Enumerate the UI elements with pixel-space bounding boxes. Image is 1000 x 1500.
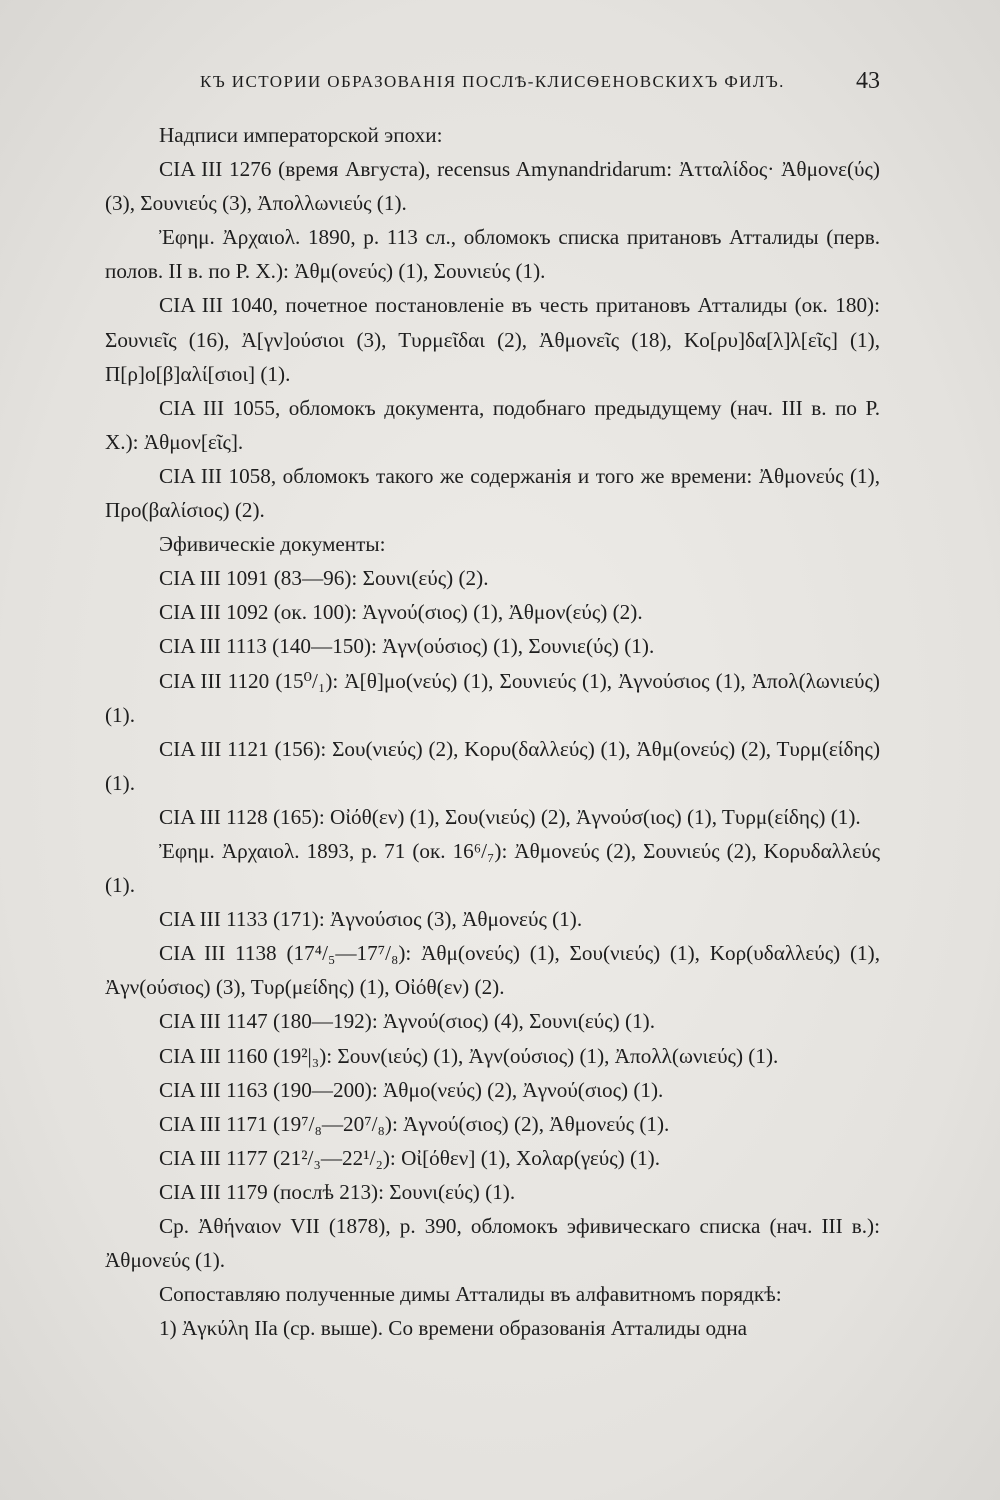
paragraph-cia-1138: CIA III 1138 (17⁴/₅—17⁷/₈): Ἀθμ(ονεύς) (1), Σου(νιεύς) (1), Κορ(υδαλλεύς) (1), Ἀγν(ούσιος) (3), Τυρ(μείδης) (1), Οἰόθ(εν) (2). bbox=[105, 941, 880, 1000]
page-header bbox=[105, 68, 880, 104]
paragraph-cia-1091: CIA III 1091 (83—96): Σουνι(εύς) (2). bbox=[159, 566, 489, 591]
paragraph-athenaion: Ср. Ἀθήναιον VII (1878), p. 390, обломокъ эфивическаго списка (нач. III в.): Ἀθμονεύς (1). bbox=[105, 1214, 880, 1273]
paragraph-cia-1171: CIA III 1171 (19⁷/₈—20⁷/₈): Ἀγνού(σιος) (2), Ἀθμονεύς (1). bbox=[159, 1111, 670, 1136]
paragraph-cia-1147: CIA III 1147 (180—192): Ἀγνού(σιος) (4), Σουνι(εύς) (1). bbox=[159, 1009, 656, 1034]
paragraph-cia-1276: CIA III 1276 (время Августа), recensus Amynandridarum: Ἀτταλίδος· Ἀθμονε(ύς) (3), Σουνιεύς (3), Ἀπολλωνιεύς (1). bbox=[105, 157, 880, 216]
paragraph-alphabetical-intro: Сопоставляю полученные димы Атталиды въ алфавитномъ порядкѣ: bbox=[159, 1282, 782, 1307]
paragraph-cia-1160: CIA III 1160 (19²|₃): Σουν(ιεύς) (1), Ἀγν(ούσιος) (1), Ἀπολλ(ωνιεύς) (1). bbox=[159, 1043, 779, 1068]
page-body bbox=[105, 118, 880, 1345]
page-number: 43 bbox=[856, 68, 880, 94]
paragraph-cia-1133: CIA III 1133 (171): Ἀγνούσιος (3), Ἀθμονεύς (1). bbox=[159, 907, 583, 932]
running-head: КЪ ИСТОРИИ ОБРАЗОВАНІЯ ПОСЛѢ-КЛИСѲЕНОВСКИХЪ ФИЛЪ. bbox=[200, 72, 785, 91]
paragraph-cia-1163: CIA III 1163 (190—200): Ἀθμο(νεύς) (2), Ἀγνού(σιος) (1). bbox=[159, 1077, 664, 1102]
paragraph-cia-1121: CIA III 1121 (156): Σου(νιεύς) (2), Κορυ(δαλλεύς) (1), Ἀθμ(ονεύς) (2), Τυρμ(είδης) (1). bbox=[105, 736, 880, 795]
paragraph-cia-1128: CIA III 1128 (165): Οἰόθ(εν) (1), Σου(νιεύς) (2), Ἀγνούσ(ιος) (1), Τυρμ(είδης) (1). bbox=[159, 804, 861, 829]
paragraph-cia-1058: CIA III 1058, обломокъ такого же содержанія и того же времени: Ἀθμονεύς (1), Προ(βαλίσιος) (2). bbox=[105, 463, 880, 523]
paragraph-ephebic-heading: Эфивическіе документы: bbox=[159, 532, 386, 557]
paragraph-cia-1177: CIA III 1177 (21²/₃—22¹/₂): Οἰ[όθεν] (1), Χολαρ(γεύς) (1). bbox=[159, 1145, 661, 1170]
paragraph-cia-1055: CIA III 1055, обломокъ документа, подобнаго предыдущему (нач. III в. по Р. X.): Ἀθμον[εῖς]. bbox=[105, 395, 880, 454]
paragraph-ephem-1893: Ἐφημ. Ἀρχαιολ. 1893, p. 71 (ок. 16⁶/₇): Ἀθμονεύς (2), Σουνιεύς (2), Κορυδαλλεύς (1). bbox=[105, 838, 880, 898]
paragraph-imperial-inscriptions-heading: Надписи императорской эпохи: bbox=[159, 123, 443, 147]
paragraph-cia-1179: CIA III 1179 (послѣ 213): Σουνι(εύς) (1). bbox=[159, 1179, 516, 1204]
paragraph-cia-1092: CIA III 1092 (ок. 100): Ἀγνού(σιος) (1), Ἀθμον(εύς) (2). bbox=[159, 600, 643, 625]
paragraph-cia-1113: CIA III 1113 (140—150): Ἀγν(ούσιος) (1), Σουνιε(ύς) (1). bbox=[159, 634, 655, 659]
paragraph-item-1: 1) Ἀγκύλη IIa (ср. выше). Со времени образованія Атталиды одна bbox=[159, 1316, 748, 1341]
paragraph-cia-1040: CIA III 1040, почетное постановленіе въ честь притановъ Атталиды (ок. 180): Σουνιεῖς (16), Ἀ[γν]ούσιοι (3), Τυρμεῖδαι (2), Ἀθμονεῖς (18), Κο[ρυ]δα[λ]λ[εῖς] (1), Π[ρ]ο[β]αλί[σιοι] (1). bbox=[105, 293, 880, 386]
paragraph-ephem-1890: Ἐφημ. Ἀρχαιολ. 1890, p. 113 сл., обломокъ списка притановъ Атталиды (перв. полов. II в. по Р. X.): Ἀθμ(ονεύς) (1), Σουνιεύς (1). bbox=[105, 225, 880, 284]
paragraph-cia-1120: CIA III 1120 (15⁰/₁): Ἀ[θ]μο(νεύς) (1), Σουνιεύς (1), Ἀγνούσιος (1), Ἀπολ(λωνιεύς) (1). bbox=[105, 668, 880, 727]
